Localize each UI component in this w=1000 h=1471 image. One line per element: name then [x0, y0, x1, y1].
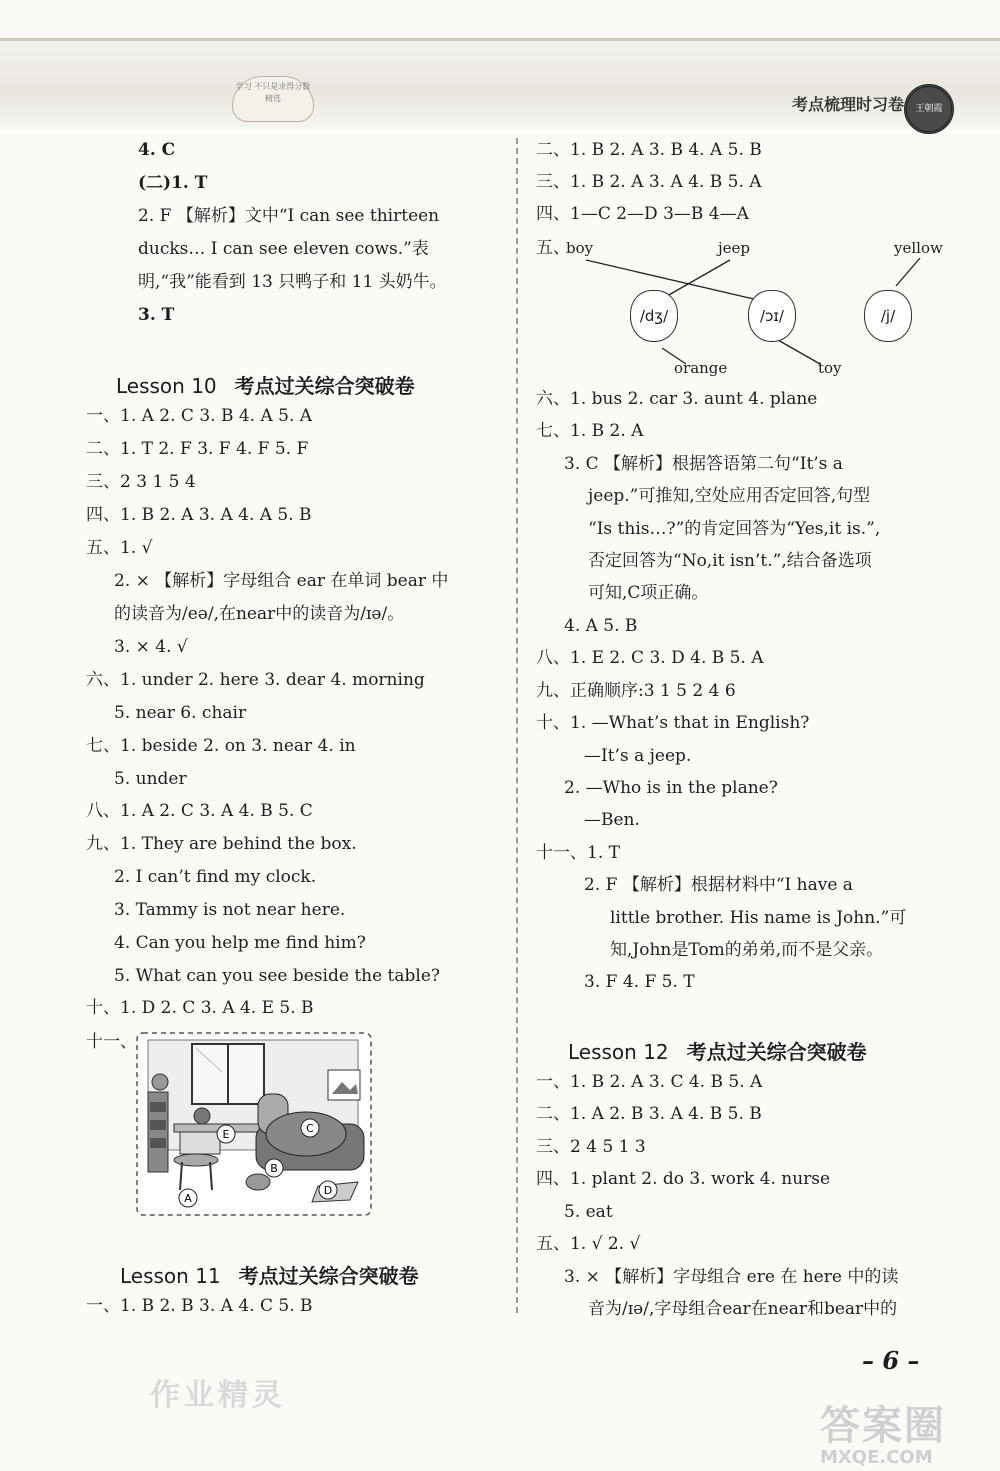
phonetic-bubble-j: /j/ [864, 290, 912, 342]
answer-line: 5. under [114, 769, 187, 789]
answer-line: 一、1. B 2. B 3. A 4. C 5. B [86, 1296, 313, 1316]
lesson-title-zh: 考点过关综合突破卷 [238, 1264, 419, 1288]
watermark-left: 作业精灵 [150, 1378, 286, 1413]
answer-line: 2. × 【解析】字母组合 ear 在单词 bear 中 [114, 571, 449, 591]
room-picture [136, 1032, 372, 1216]
page-number: – 6 – [862, 1346, 920, 1375]
answer-line: 八、1. E 2. C 3. D 4. B 5. A [536, 648, 764, 668]
answer-line: 知,John是Tom的弟弟,而不是父亲。 [610, 940, 884, 960]
lesson-title-en: Lesson 11 [120, 1264, 221, 1288]
header-title: 考点梳理时习卷 [791, 95, 904, 114]
lesson-title-en: Lesson 10 [116, 374, 217, 398]
answer-line: 二、1. T 2. F 3. F 4. F 5. F [86, 439, 309, 459]
answer-line: 4. A 5. B [564, 616, 638, 636]
answer-line: 可知,C项正确。 [588, 583, 709, 603]
match-word-toy: toy [818, 359, 842, 377]
answer-line: 2. F 【解析】文中“I can see thirteen [138, 206, 440, 226]
answer-line: 十、1. —What’s that in English? [536, 713, 810, 733]
answer-line: 六、1. under 2. here 3. dear 4. morning [86, 670, 425, 690]
column-divider [516, 138, 518, 1313]
answer-line: 七、1. beside 2. on 3. near 4. in [86, 736, 356, 756]
picture-label-d: D [323, 1184, 333, 1197]
answer-line: (二)1. T [138, 173, 208, 193]
answer-line: 五、1. √ [86, 538, 153, 558]
answer-line: 四、1. plant 2. do 3. work 4. nurse [536, 1169, 831, 1189]
watermark-right-small: MXQE.COM [820, 1447, 933, 1468]
lesson-title-zh: 考点过关综合突破卷 [686, 1040, 867, 1064]
answer-line: 三、1. B 2. A 3. A 4. B 5. A [536, 172, 762, 192]
answer-line: jeep.”可推知,空处应用否定回答,句型 [588, 486, 871, 506]
answer-line: 十一、1. T [536, 843, 620, 863]
picture-label-b: B [270, 1162, 278, 1175]
answer-line: 九、正确顺序:3 1 5 2 4 6 [536, 681, 736, 701]
header-logo: 学习 不只是求得分数 精选 [232, 76, 314, 122]
phonetic-bubble-dj: /dʒ/ [630, 290, 678, 342]
picture-label-a: A [184, 1192, 192, 1205]
answer-line: 二、1. B 2. A 3. B 4. A 5. B [536, 140, 762, 160]
answer-line: “Is this…?”的肯定回答为“Yes,it is.”, [588, 519, 881, 539]
answer-line: 明,“我”能看到 13 只鸭子和 11 头奶牛。 [138, 272, 447, 292]
answer-line: 四、1—C 2—D 3—B 4—A [536, 204, 749, 224]
answer-line: 三、2 4 5 1 3 [536, 1137, 646, 1157]
watermark-right [820, 1394, 990, 1468]
answer-line: 4. Can you help me find him? [114, 933, 366, 953]
answer-line: 3. F 4. F 5. T [584, 972, 695, 992]
watermark-right-big: 答案圈 [820, 1403, 946, 1449]
answer-line: 3. Tammy is not near here. [114, 900, 346, 920]
answer-line: 5. What can you see beside the table? [114, 966, 441, 986]
answer-line: 六、1. bus 2. car 3. aunt 4. plane [536, 389, 818, 409]
answer-line: 3. × 4. √ [114, 637, 188, 657]
answer-line: 2. I can’t find my clock. [114, 867, 317, 887]
answer-line: little brother. His name is John.”可 [610, 908, 907, 928]
lesson-12-title [568, 1036, 867, 1065]
picture-label-e: E [222, 1128, 230, 1141]
answer-line: 二、1. A 2. B 3. A 4. B 5. B [536, 1104, 762, 1124]
answer-line: 五、1. √ 2. √ [536, 1234, 641, 1254]
answer-line: ducks… I can see eleven cows.”表 [138, 239, 429, 259]
picture-label-c: C [306, 1122, 314, 1135]
answer-line: 三、2 3 1 5 4 [86, 472, 196, 492]
answer-line: 音为/ɪə/,字母组合ear在near和bear中的 [588, 1299, 898, 1319]
match-word-orange: orange [674, 359, 728, 377]
answer-line: 4. C [138, 140, 176, 160]
answer-line: 四、1. B 2. A 3. A 4. A 5. B [86, 505, 312, 525]
lesson-10-title [116, 370, 415, 399]
answer-line: 一、1. A 2. C 3. B 4. A 5. A [86, 406, 313, 426]
lesson-title-zh: 考点过关综合突破卷 [234, 374, 415, 398]
answer-line: 九、1. They are behind the box. [86, 834, 357, 854]
match-word-yellow: yellow [894, 239, 943, 257]
match-word-jeep: jeep [718, 239, 751, 257]
header-band [0, 38, 1000, 129]
answer-line: —It’s a jeep. [584, 746, 692, 766]
answer-line: 的读音为/eə/,在near中的读音为/ɪə/。 [114, 604, 405, 624]
answer-line: 2. F 【解析】根据材料中“I have a [584, 875, 853, 895]
answer-line: 八、1. A 2. C 3. A 4. B 5. C [86, 801, 313, 821]
answer-line: 2. —Who is in the plane? [564, 778, 778, 798]
match-word-boy: boy [566, 239, 594, 257]
answer-line: 3. T [138, 305, 175, 325]
lesson-title-en: Lesson 12 [568, 1040, 669, 1064]
answer-line: 3. C 【解析】根据答语第二句“It’s a [564, 454, 843, 474]
answer-line: 5. near 6. chair [114, 703, 247, 723]
lesson-11-title [120, 1260, 419, 1289]
answer-line: 七、1. B 2. A [536, 421, 644, 441]
answer-line: 一、1. B 2. A 3. C 4. B 5. A [536, 1072, 763, 1092]
answer-line: —Ben. [584, 810, 640, 830]
answer-line: 否定回答为“No,it isn’t.”,结合备选项 [588, 551, 872, 571]
header-badge-icon: 王朝霞 [904, 84, 954, 134]
matching-prefix: 五、 [536, 238, 570, 258]
answer-line: 十一、 [86, 1032, 137, 1052]
answer-line: 5. eat [564, 1202, 613, 1222]
answer-line: 十、1. D 2. C 3. A 4. E 5. B [86, 998, 314, 1018]
phonetic-bubble-oi: /ɔɪ/ [748, 290, 796, 342]
answer-line: 3. × 【解析】字母组合 ere 在 here 中的读 [564, 1267, 899, 1287]
